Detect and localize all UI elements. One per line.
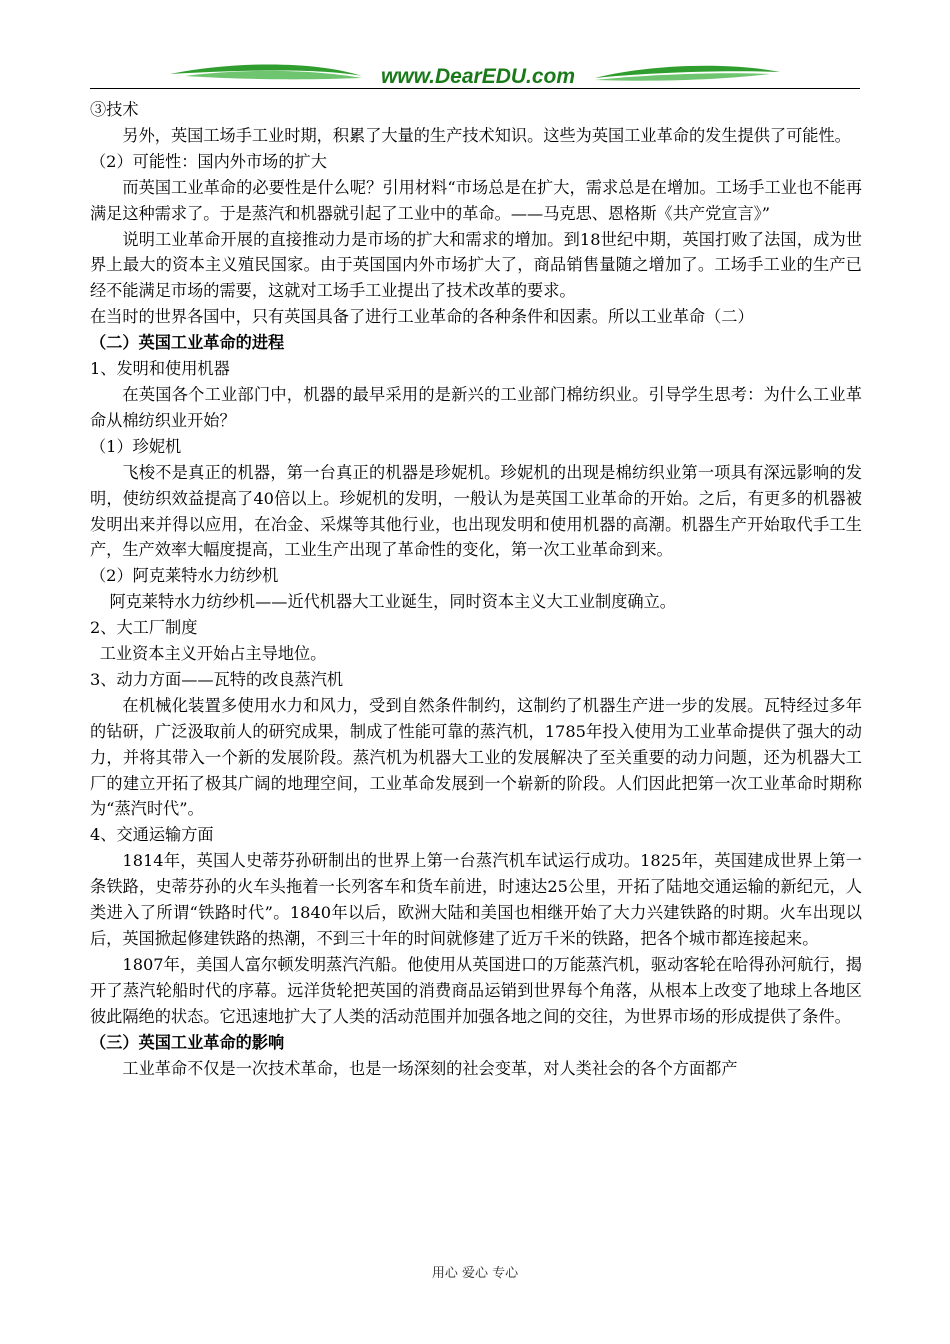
body-paragraph: 另外，英国工场手工业时期，积累了大量的生产技术知识。这些为英国工业革命的发生提供了可能性。 [122,125,851,145]
document-body [90,97,862,1081]
page-footer: 用心 爱心 专心 [431,1266,519,1281]
subheading-line: （1）珍妮机 [90,436,182,456]
section-heading: （二）英国工业革命的进程 [90,333,285,353]
subheading-line: 2、大工厂制度 [90,618,198,638]
subheading-line: （2）阿克莱特水力纺纱机 [90,566,279,586]
section-heading: （三）英国工业革命的影响 [90,1032,285,1052]
body-paragraph: 工业资本主义开始占主导地位。 [99,644,327,664]
subheading-line: 3、动力方面——瓦特的改良蒸汽机 [90,669,344,689]
subheading-line: （2）可能性：国内外市场的扩大 [90,151,327,171]
site-name: www.DearEDU.com [380,65,576,88]
header-rule [90,88,860,89]
body-paragraph: 而英国工业革命的必要性是什么呢？引用材料“市场总是在扩大，需求总是在增加。工场手工业也不能再满足这种需求了。于是蒸汽和机器就引起了工业中的革命。——马克思、恩格斯《共产党宣言》” [90,177,862,223]
body-paragraph: 阿克莱特水力纺纱机——近代机器大工业诞生，同时资本主义大工业制度确立。 [109,592,676,612]
body-paragraph: 说明工业革命开展的直接推动力是市场的扩大和需求的增加。到18世纪中期，英国打败了法国，成为世界上最大的资本主义殖民国家。由于英国国内外市场扩大了，商品销售量随之增加了。工场手工业的生产已经不能满足市场的需要，这就对工场手工业提出了技术改革的要求。 [90,229,862,301]
header-swoosh-graphic [90,58,860,92]
subheading-line: 1、发明和使用机器 [90,359,230,379]
body-paragraph: 在机械化装置多使用水力和风力，受到自然条件制约，这制约了机器生产进一步的发展。瓦特经过多年的钻研，广泛汲取前人的研究成果，制成了性能可靠的蒸汽机，1785年投入使用为工业革命提供了强大的动力，并将其带入一个新的发展阶段。蒸汽机为机器大工业的发展解决了至关重要的动力问题，还为机器大工厂的建立开拓了极其广阔的地理空间，工业革命发展到一个崭新的阶段。人们因此把第一次工业革命时期称为“蒸汽时代”。 [90,695,862,819]
body-paragraph: 飞梭不是真正的机器，第一台真正的机器是珍妮机。珍妮机的出现是棉纺织业第一项具有深远影响的发明，使纺织效益提高了40倍以上。珍妮机的发明，一般认为是英国工业革命的开始。之后，有更多的机器被发明出来并得以应用，在冶金、采煤等其他行业，也出现发明和使用机器的高潮。机器生产开始取代手工生产，生产效率大幅度提高，工业生产出现了革命性的变化，第一次工业革命到来。 [90,462,862,560]
body-paragraph: 1814年，英国人史蒂芬孙研制出的世界上第一台蒸汽机车试运行成功。1825年，英国建成世界上第一条铁路，史蒂芬孙的火车头拖着一长列客车和货车前进，时速达25公里，开拓了陆地交通运输的新纪元，人类进入了所谓“铁路时代”。1840年以后，欧洲大陆和美国也相继开始了大力兴建铁路的时期。火车出现以后，英国掀起修建铁路的热潮，不到三十年的时间就修建了近万千米的铁路，把各个城市都连接起来。 [90,851,862,948]
subheading-line: 在当时的世界各国中，只有英国具备了进行工业革命的各种条件和因素。所以工业革命（二） [90,307,754,327]
subheading-line: 4、交通运输方面 [90,825,214,845]
subheading-line: ③技术 [90,100,139,119]
body-paragraph: 工业革命不仅是一次技术革命，也是一场深刻的社会变革，对人类社会的各个方面都产 [122,1058,738,1078]
body-paragraph: 在英国各个工业部门中，机器的最早采用的是新兴的工业部门棉纺织业。引导学生思考：为什么工业革命从棉纺织业开始？ [90,384,862,430]
body-paragraph: 1807年，美国人富尔顿发明蒸汽汽船。他使用从英国进口的万能蒸汽机，驱动客轮在哈得孙河航行，揭开了蒸汽轮船时代的序幕。远洋货轮把英国的消费商品运销到世界每个角落，从根本上改变了地球上各地区彼此隔绝的状态。它迅速地扩大了人类的活动范围并加强各地之间的交往，为世界市场的形成提供了条件。 [90,954,862,1026]
site-header-logo [90,58,860,92]
